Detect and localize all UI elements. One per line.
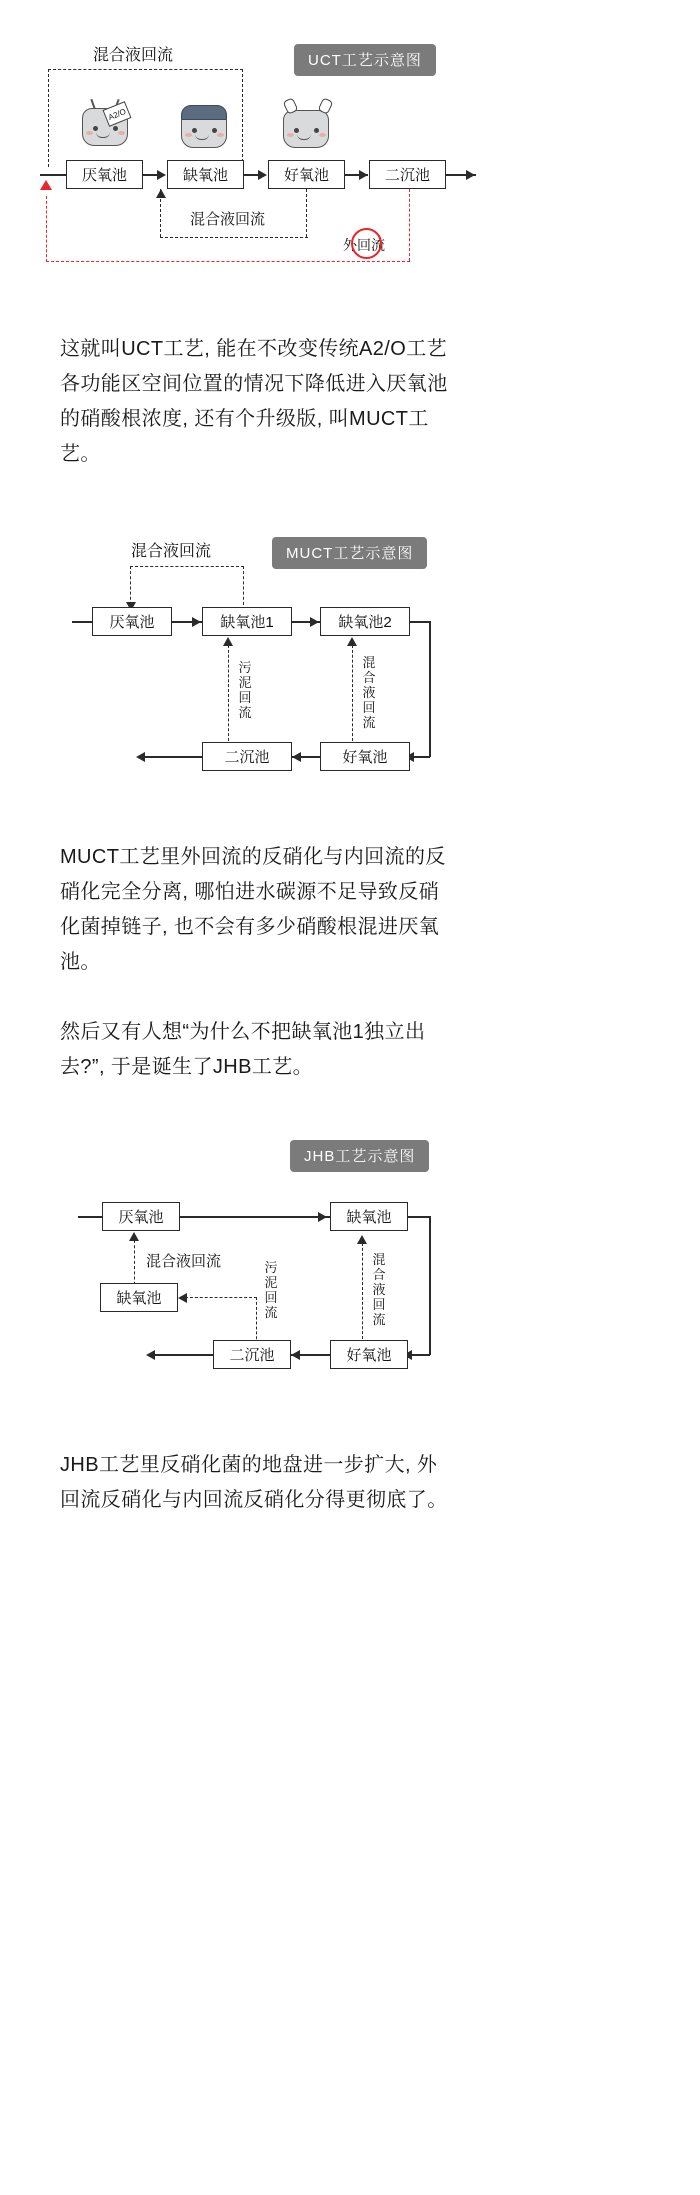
uct-label-mixed-bottom: 混合液回流 xyxy=(186,208,269,229)
diagram-muct-badge: MUCT工艺示意图 xyxy=(272,537,427,569)
muct-box-aerobic: 好氧池 xyxy=(320,742,410,771)
tag-a2o: A2/O xyxy=(103,101,132,127)
jhb-label-sludge: 污泥回流 xyxy=(264,1260,278,1320)
jhb-row1-link xyxy=(180,1216,330,1218)
uct-outer-return-circle xyxy=(351,228,382,259)
jhb-box-anoxic-left: 缺氧池 xyxy=(100,1283,178,1312)
uct-bottom-dash-right xyxy=(306,189,307,237)
muct-right-vline xyxy=(429,621,431,757)
paragraph-jhb: JHB工艺里反硝化菌的地盘进一步扩大, 外回流反硝化与内回流反硝化分得更彻底了。 xyxy=(60,1454,448,1511)
jhb-box-anaerobic: 厌氧池 xyxy=(102,1202,180,1231)
uct-box-clarifier: 二沉池 xyxy=(369,160,446,189)
muct-box-anoxic-1: 缺氧池1 xyxy=(202,607,292,636)
muct-label-mixed: 混合液回流 xyxy=(362,655,376,730)
uct-outflow-arrow xyxy=(466,170,475,180)
uct-top-dash-right xyxy=(242,69,243,167)
uct-box-anaerobic: 厌氧池 xyxy=(66,160,143,189)
uct-red-bottom xyxy=(46,261,410,262)
uct-box-aerobic: 好氧池 xyxy=(268,160,345,189)
muct-row2-arrow xyxy=(292,752,301,762)
muct-label-mixed-top: 混合液回流 xyxy=(131,543,212,560)
muct-box-anaerobic: 厌氧池 xyxy=(92,607,172,636)
muct-out-arrow xyxy=(136,752,145,762)
muct-in-line xyxy=(72,621,92,623)
uct-red-right xyxy=(409,189,410,261)
uct-arrow-1 xyxy=(157,170,166,180)
jhb-label-mixed-right: 混合液回流 xyxy=(372,1252,386,1327)
muct-out-line xyxy=(140,756,202,758)
jhb-row3-arrow xyxy=(291,1350,300,1360)
jhb-label-mixed-top: 混合液回流 xyxy=(146,1253,222,1270)
diagram-uct-badge: UCT工艺示意图 xyxy=(294,44,436,76)
jhb-in-line xyxy=(78,1216,102,1218)
uct-top-dash-top xyxy=(48,69,243,70)
muct-row1-arrow1 xyxy=(192,617,201,627)
diagram-jhb-badge: JHB工艺示意图 xyxy=(290,1140,429,1172)
jhb-out-line xyxy=(150,1354,213,1356)
jhb-mixed-top-arrow xyxy=(129,1232,139,1241)
muct-mixed-dash xyxy=(352,645,353,741)
uct-arrow-3 xyxy=(359,170,368,180)
muct-sludge-arrow xyxy=(223,637,233,646)
jhb-sludge-arrow xyxy=(178,1293,187,1303)
jhb-out-arrow xyxy=(146,1350,155,1360)
jhb-right-vline xyxy=(429,1216,431,1355)
uct-inflow-line xyxy=(40,174,68,176)
jhb-row1-arrow xyxy=(318,1212,327,1222)
jhb-mixed-right-arrow xyxy=(357,1235,367,1244)
muct-sludge-dash xyxy=(228,645,229,741)
jhb-box-clarifier: 二沉池 xyxy=(213,1340,291,1369)
muct-box-anoxic-2: 缺氧池2 xyxy=(320,607,410,636)
muct-right-link-top xyxy=(410,621,430,623)
jhb-right-link-top xyxy=(408,1216,430,1218)
muct-mixed-arrow xyxy=(347,637,357,646)
muct-label-sludge: 污泥回流 xyxy=(238,660,252,720)
paragraph-muct: MUCT工艺里外回流的反硝化与内回流的反硝化完全分离, 哪怕进水碳源不足导致反硝化菌掉链子, 也不会有多少硝酸根混进厌氧池。 xyxy=(60,846,446,973)
jhb-sludge-dash-h xyxy=(185,1297,257,1298)
uct-box-anoxic: 缺氧池 xyxy=(167,160,244,189)
uct-bottom-dash-bottom xyxy=(160,237,308,238)
uct-label-outer-return: 外回流 xyxy=(340,235,388,255)
jhb-mixed-right-dash xyxy=(362,1243,363,1339)
muct-top-dash-right xyxy=(243,566,244,610)
uct-red-left xyxy=(46,196,47,262)
uct-arrow-2 xyxy=(258,170,267,180)
uct-top-dash-left xyxy=(48,69,49,167)
uct-label-mixed-top: 混合液回流 xyxy=(93,47,174,64)
paragraph-uct: 这就叫UCT工艺, 能在不改变传统A2/O工艺各功能区空间位置的情况下降低进入厌氧池的硝酸根浓度, 还有个升级版, 叫MUCT工艺。 xyxy=(60,338,448,465)
uct-red-arrow xyxy=(40,180,52,190)
jhb-box-anoxic-right: 缺氧池 xyxy=(330,1202,408,1231)
paragraph-jhb-intro: 然后又有人想“为什么不把缺氧池1独立出去?”, 于是诞生了JHB工艺。 xyxy=(60,1021,426,1078)
muct-box-clarifier: 二沉池 xyxy=(202,742,292,771)
muct-top-dash xyxy=(130,566,244,567)
muct-row1-arrow2 xyxy=(310,617,319,627)
uct-bottom-dash-arrow xyxy=(156,189,166,198)
jhb-box-aerobic: 好氧池 xyxy=(330,1340,408,1369)
